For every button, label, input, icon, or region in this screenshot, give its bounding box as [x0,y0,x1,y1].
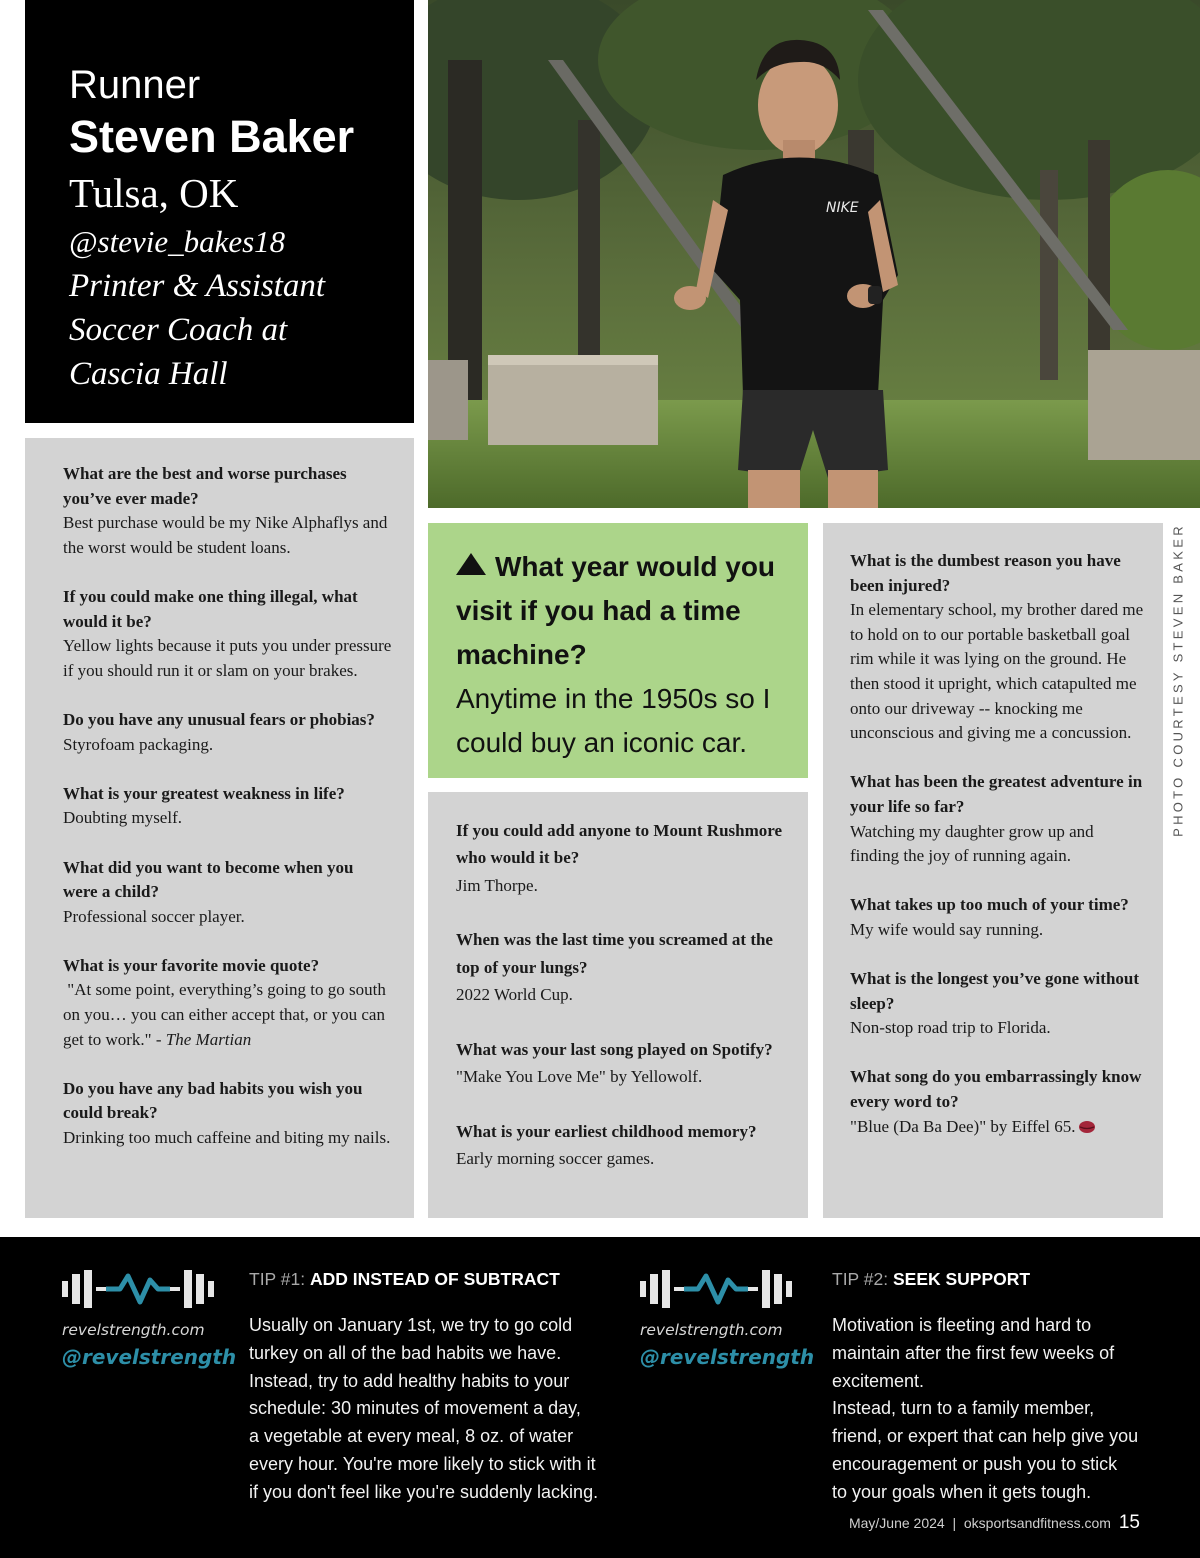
sponsor-block-2 [640,1270,814,1369]
question: What is the dumbest reason you have been injured? [850,551,1121,595]
qa-item [63,954,392,1052]
qa-item [850,893,1145,942]
answer: "Blue (Da Ba Dee)" by Eiffel 65. [850,1115,1145,1140]
photo-credit: PHOTO COURTESY STEVEN BAKER [1170,523,1186,837]
qa-item [850,967,1145,1041]
movie-quote: "At some point, everything’s going to go south on you… you can either accept that, or you can get to work." - [63,980,391,1049]
highlight-question: What year would you visit if you had a time machine? [456,551,776,670]
qa-item [456,1118,788,1173]
qa-column-right [823,523,1163,1218]
movie-title: The Martian [165,1029,252,1049]
qa-item [850,549,1145,746]
answer: Doubting myself. [63,808,182,828]
answer: Watching my daughter grow up and finding the joy of running again. [850,821,1094,866]
answer: Professional soccer player. [63,906,245,926]
runner-photo [428,0,1200,508]
page-footer [849,1512,1140,1534]
question: What is your earliest childhood memory? [456,1121,757,1141]
profile-city: Tulsa, OK [69,170,239,216]
answer: Jim Thorpe. [456,875,538,895]
question: What is your greatest weakness in life? [63,783,345,803]
page-number: 15 [1118,1512,1140,1533]
sponsor-handle: @revelstrength [62,1345,237,1369]
profile-name: Steven Baker [69,111,355,162]
question: Do you have any bad habits you wish you could break? [63,1078,363,1123]
tip-2-title: TIP #2: SEEK SUPPORT [832,1269,1031,1289]
qa-item [456,926,788,1008]
qa-item [63,1077,392,1151]
answer: Non-stop road trip to Florida. [850,1018,1051,1038]
tip-2-body: Motivation is fleeting and hard to maintain after the first few weeks of excitement. Instead, turn to a family member, friend, or expert that can help give you encouragement or push you to stick to your goals when it gets tough. [832,1315,1139,1502]
qa-column-left [25,438,414,1218]
question: What takes up too much of your time? [850,895,1129,915]
question: What are the best and worse purchases you’ve ever made? [63,464,347,508]
question: What did you want to become when you were a child? [63,857,354,902]
tip-1-title: TIP #1: ADD INSTEAD OF SUBTRACT [249,1269,560,1289]
sponsor-handle: @revelstrength [640,1345,815,1369]
qa-column-middle [428,792,808,1218]
footer-site-link[interactable]: oksportsandfitness.com [963,1515,1111,1531]
question: If you could add anyone to Mount Rushmore who would it be? [456,821,783,868]
question: What song do you embarrassingly know every word to? [850,1067,1142,1112]
answer: In elementary school, my brother dared me to hold on to our portable basketball goal rim while it was lying on the ground. He then stood it upright, which catapulted me onto our driveway -- knocking me unconscious and giving me a concussion. [850,600,1144,743]
tip-2 [832,1269,1172,1507]
qa-item [63,782,392,831]
question: What has been the greatest adventure in your life so far? [850,772,1143,816]
tip-1-body: Usually on January 1st, we try to go cold turkey on all of the bad habits we have. Instead, try to add healthy habits to your schedule: 30 minutes of movement a day, a vegetable at every meal, 8 oz. of water every hour. You're more likely to stick with it if you don't feel like you're suddenly lacking. [249,1315,599,1502]
answer: Best purchase would be my Nike Alphaflys and the worst would be student loans. [63,513,388,557]
qa-item [63,856,392,930]
sponsor-url: revelstrength.com [62,1321,205,1339]
qa-item [63,462,392,560]
answer: Styrofoam packaging. [63,734,214,754]
qa-item [63,585,392,683]
triangle-up-icon [456,553,486,575]
barbell-pulse-logo-icon [640,1270,792,1308]
qa-item [850,1065,1145,1139]
profile-occupation: Printer & Assistant Soccer Coach at Cascia Hall [69,268,326,392]
profile-sport: Runner [69,63,201,107]
qa-item [456,817,788,899]
answer: "Make You Love Me" by Yellowolf. [456,1066,703,1086]
sponsor-block-1 [62,1270,236,1369]
question: What is the longest you’ve gone without sleep? [850,969,1140,1013]
qa-item [850,770,1145,868]
question: If you could make one thing illegal, what would it be? [63,586,358,631]
answer [63,978,392,1052]
svg-text:NIKE: NIKE [826,200,859,216]
footer-separator: | [952,1515,957,1531]
profile-handle: @stevie_bakes18 [69,224,286,259]
answer: Drinking too much caffeine and biting my nails. [63,1128,391,1148]
question: What was your last song played on Spotify? [456,1039,773,1059]
answer: Yellow lights because it puts you under pressure if you should run it or slam on your brakes. [63,636,392,680]
question: What is your favorite movie quote? [63,955,320,975]
qa-item [63,708,392,757]
answer: My wife would say running. [850,919,1044,939]
qa-item [456,1036,788,1091]
answer: 2022 World Cup. [456,984,573,1004]
barbell-pulse-logo-icon [62,1270,214,1308]
answer: Early morning soccer games. [456,1148,655,1168]
highlight-answer: Anytime in the 1950s so I could buy an iconic car. [456,683,771,758]
highlight-box [428,523,808,778]
question: Do you have any unusual fears or phobias? [63,709,375,729]
issue-date: May/June 2024 [848,1515,945,1531]
question: When was the last time you screamed at the top of your lungs? [456,930,773,977]
lips-emoji-icon [1078,1120,1096,1134]
tip-1 [249,1269,619,1507]
sponsor-url: revelstrength.com [640,1321,783,1339]
profile-header [25,0,414,423]
